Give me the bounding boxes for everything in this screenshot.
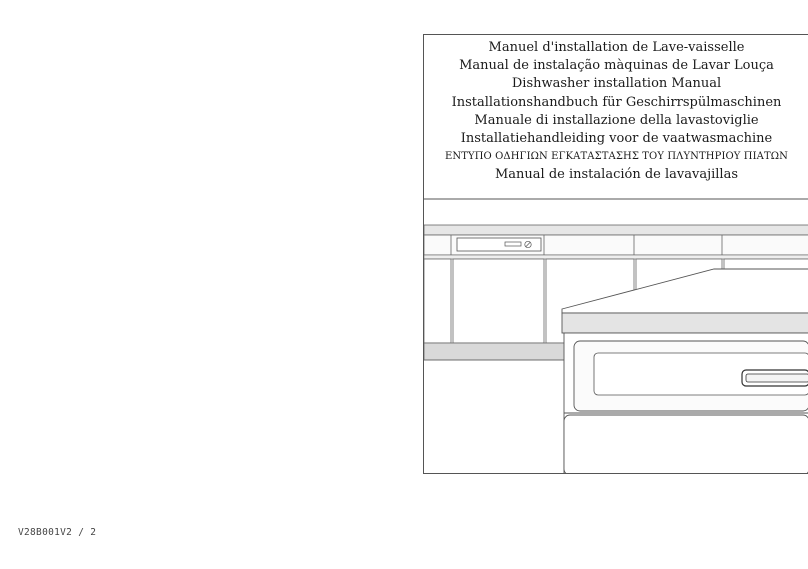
dishwasher-lower-door [564, 415, 808, 474]
title-en: Dishwasher installation Manual [511, 76, 722, 92]
title-pt: Manual de instalação màquinas de Lavar Louça [459, 58, 774, 74]
document-code: V28B001V2 / 2 [18, 527, 97, 538]
title-block [424, 35, 808, 199]
manual-cover [423, 34, 808, 474]
title-es: Manual de instalación de lavavajillas [494, 167, 739, 183]
title-fr: Manuel d'installation de Lave-vaisselle [488, 40, 745, 55]
title-it: Manuale di installazione della lavastoviglie [474, 112, 759, 128]
countertop [424, 225, 808, 235]
dishwasher-worktop-edge [562, 313, 808, 333]
title-nl: Installatiehandleiding voor de vaatwasmachine [460, 131, 773, 147]
display-slot [505, 242, 521, 246]
title-el: ΕΝΤΥΠΟ ΟΔΗΓΙΩΝ ΕΓΚΑΤΑΣΤΑΣΗΣ ΤΟΥ ΠΛΥΝΤΗΡΙΟΥ ΠΙΑΤΩΝ [445, 151, 788, 163]
title-de: Installationshandbuch für Geschirrspülmaschinen [451, 94, 782, 110]
cabinet-base-strip [424, 255, 808, 259]
dishwasher-door [453, 259, 544, 343]
cabinet-door-left [424, 259, 451, 343]
